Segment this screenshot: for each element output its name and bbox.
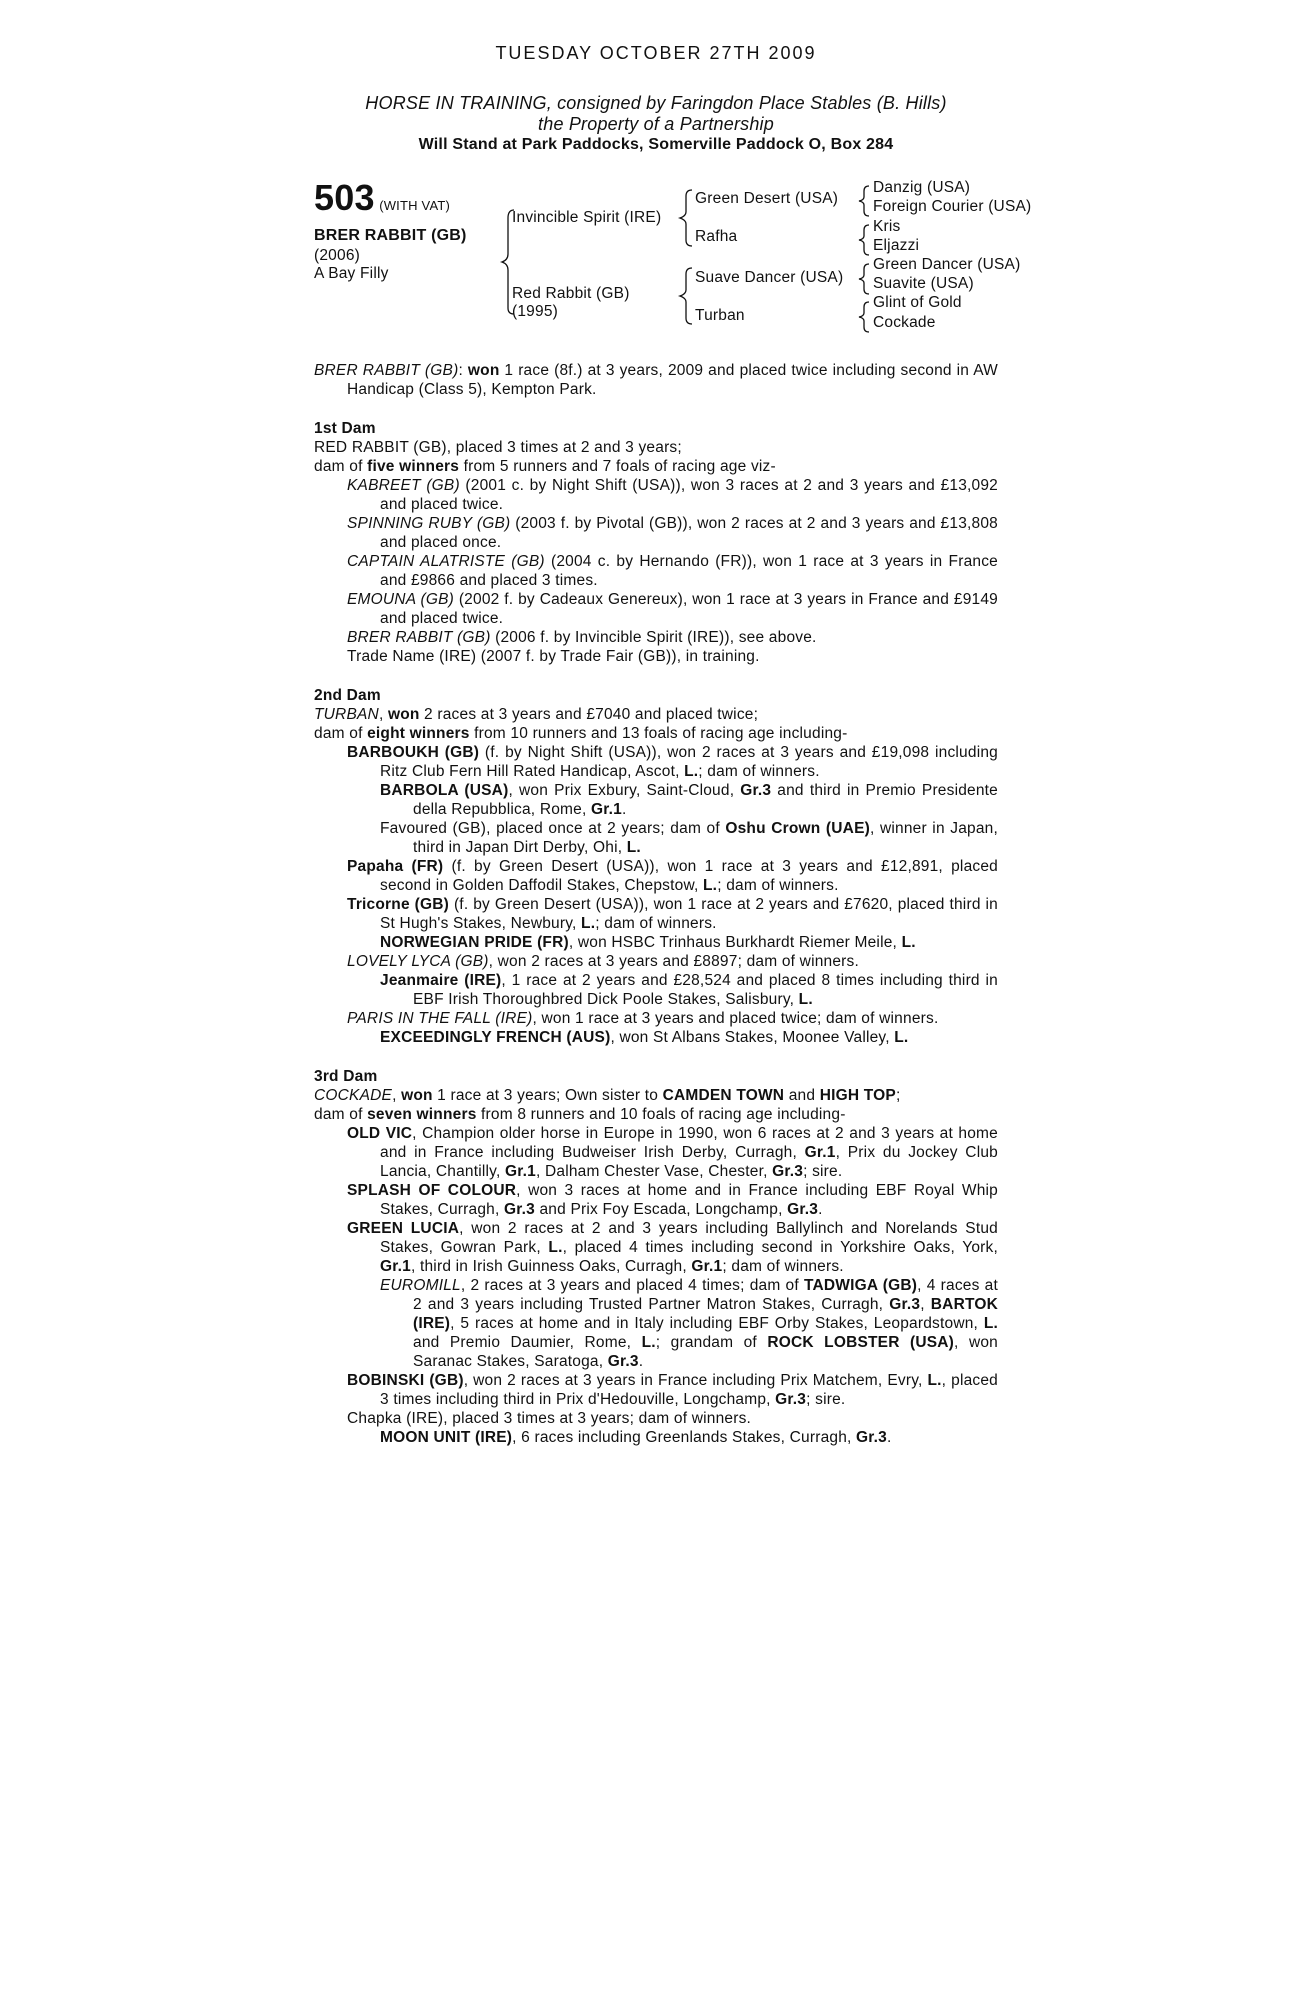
summary-won: won (467, 362, 500, 379)
horse-description: A Bay Filly (314, 265, 389, 282)
grandsire-5: Green Dancer (USA) (873, 256, 1021, 273)
produce-entry: BARBOLA (USA), won Prix Exbury, Saint-Cloud, Gr.3 and third in Premio Presidente della Repubblica, Rome, Gr.1. (380, 782, 999, 818)
produce-entry: EMOUNA (GB) (2002 f. by Cadeaux Genereux), won 1 race at 3 years in France and £9149 and placed twice. (347, 591, 998, 627)
produce-entry: SPLASH OF COLOUR, won 3 races at home and in France including EBF Royal Whip Stakes, Curragh, Gr.3 and Prix Foy Escada, Longchamp, Gr.3. (347, 1182, 999, 1218)
dam: Red Rabbit (GB) (512, 285, 630, 302)
produce-entry: PARIS IN THE FALL (IRE), won 1 race at 3 years and placed twice; dam of winners. (347, 1010, 939, 1027)
first-dam-heading: 1st Dam (314, 420, 376, 437)
produce-entry: LOVELY LYCA (GB), won 2 races at 3 years and £8897; dam of winners. (347, 953, 859, 970)
grandsire-2: Foreign Courier (USA) (873, 198, 1032, 215)
produce-entry: Tricorne (GB) (f. by Green Desert (USA)), won 1 race at 2 years and £7620, placed third in St Hugh's Stakes, Newbury, L.; dam of winners. (347, 896, 998, 932)
dam-sire: Suave Dancer (USA) (695, 269, 844, 286)
produce-entry: BOBINSKI (GB), won 2 races at 3 years in France including Prix Matchem, Evry, L., placed 3 times including third in Prix d'Hedouville, Longchamp, Gr.3; sire. (347, 1372, 998, 1408)
grandsire-6: Suavite (USA) (873, 275, 974, 292)
consignment-heading: HORSE IN TRAINING, consigned by Faringdon Place Stables (B. Hills) (365, 93, 947, 113)
first-dam-line: RED RABBIT (GB), placed 3 times at 2 and 3 years; (314, 439, 682, 456)
dam-year: (1995) (512, 303, 559, 320)
second-dam-heading: 2nd Dam (314, 687, 381, 704)
third-dam-line: COCKADE, won 1 race at 3 years; Own sister to CAMDEN TOWN and HIGH TOP; (314, 1087, 901, 1104)
pedigree-table (314, 177, 1032, 345)
produce-entry: SPINNING RUBY (GB) (2003 f. by Pivotal (GB)), won 2 races at 2 and 3 years and £13,808 and placed once. (347, 515, 998, 551)
second-dam-line: TURBAN, won 2 races at 3 years and £7040 and placed twice; (314, 706, 759, 723)
produce-entry: MOON UNIT (IRE), 6 races including Greenlands Stakes, Curragh, Gr.3. (380, 1429, 892, 1446)
summary-text: 1 race (8f.) at 3 years, 2009 and placed twice including second in AW Handicap (Class 5), Kempton Park. (347, 362, 999, 398)
produce-entry: Trade Name (IRE) (2007 f. by Trade Fair (GB)), in training. (347, 648, 760, 665)
lot-number: 503 (314, 177, 375, 218)
grandsire-4: Eljazzi (873, 237, 920, 254)
produce-entry: NORWEGIAN PRIDE (FR), won HSBC Trinhaus Burkhardt Riemer Meile, L. (380, 934, 916, 951)
sire-dam: Rafha (695, 228, 738, 245)
third-dam-heading: 3rd Dam (314, 1068, 378, 1085)
dam-dam: Turban (695, 307, 745, 324)
sale-date: TUESDAY OCTOBER 27TH 2009 (495, 43, 817, 63)
stand-location: Will Stand at Park Paddocks, Somerville Paddock O, Box 284 (418, 136, 894, 153)
produce-entry: EXCEEDINGLY FRENCH (AUS), won St Albans Stakes, Moonee Valley, L. (380, 1029, 909, 1046)
produce-entry: BRER RABBIT (GB) (2006 f. by Invincible Spirit (IRE)), see above. (347, 629, 817, 646)
third-dam-produce-line: dam of seven winners from 8 runners and 10 foals of racing age including- (314, 1106, 846, 1123)
grandsire-3: Kris (873, 218, 901, 235)
grandsire-7: Glint of Gold (873, 294, 962, 311)
first-dam-produce-line: dam of five winners from 5 runners and 7 foals of racing age viz- (314, 458, 776, 475)
produce-entry: CAPTAIN ALATRISTE (GB) (2004 c. by Hernando (FR)), won 1 race at 3 years in France and £9866 and placed 3 times. (347, 553, 998, 589)
produce-entry: OLD VIC, Champion older horse in Europe in 1990, won 6 races at 2 and 3 years at home and in France including Budweiser Irish Derby, Curragh, Gr.1, Prix du Jockey Club Lancia, Chantilly, Gr.1, Dalham Chester Vase, Chester, Gr.3; sire. (347, 1125, 998, 1180)
produce-entry: EUROMILL, 2 races at 3 years and placed 4 times; dam of TADWIGA (GB), 4 races at 2 and 3 years including Trusted Partner Matron Stakes, Curragh, Gr.3, BARTOK (IRE), 5 races at home and in Italy including EBF Orby Stakes, Leopardstown, L. and Premio Daumier, Rome, L.; grandam of ROCK LOBSTER (USA), won Saranac Stakes, Saratoga, Gr.3. (380, 1277, 999, 1370)
grandsire-1: Danzig (USA) (873, 179, 971, 196)
catalogue-page (314, 43, 1032, 1447)
summary-horse-name: BRER RABBIT (GB) (314, 362, 459, 379)
produce-entry: Chapka (IRE), placed 3 times at 3 years; dam of winners. (347, 1410, 752, 1427)
foaling-year: (2006) (314, 247, 361, 264)
sire: Invincible Spirit (IRE) (512, 209, 662, 226)
race-summary: BRER RABBIT (GB): won 1 race (8f.) at 3 years, 2009 and placed twice including second in AW Handicap (Class 5), Kempton Park. (314, 362, 999, 398)
sire-sire: Green Desert (USA) (695, 190, 839, 207)
produce-entry: Favoured (GB), placed once at 2 years; dam of Oshu Crown (UAE), winner in Japan, third in Japan Dirt Derby, Ohi, L. (380, 820, 998, 856)
horse-name: BRER RABBIT (GB) (314, 227, 467, 244)
produce-entry: GREEN LUCIA, won 2 races at 2 and 3 years including Ballylinch and Norelands Stud Stakes, Gowran Park, L., placed 4 times including second in Yorkshire Oaks, York, Gr.1, third in Irish Guinness Oaks, Curragh, Gr.1; dam of winners. (347, 1220, 998, 1275)
grandsire-8: Cockade (873, 314, 936, 331)
property-heading: the Property of a Partnership (538, 114, 774, 134)
produce-entry: BARBOUKH (GB) (f. by Night Shift (USA)), won 2 races at 3 years and £19,098 including Ritz Club Fern Hill Rated Handicap, Ascot, L.; dam of winners. (347, 744, 998, 780)
vat-note: (WITH VAT) (379, 198, 451, 213)
second-dam-produce-line: dam of eight winners from 10 runners and 13 foals of racing age including- (314, 725, 848, 742)
produce-entry: Papaha (FR) (f. by Green Desert (USA)), won 1 race at 3 years and £12,891, placed second in Golden Daffodil Stakes, Chepstow, L.; dam of winners. (347, 858, 998, 894)
produce-entry: Jeanmaire (IRE), 1 race at 2 years and £28,524 and placed 8 times including third in EBF Irish Thoroughbred Dick Poole Stakes, Salisbury, L. (380, 972, 998, 1008)
produce-entry: KABREET (GB) (2001 c. by Night Shift (USA)), won 3 races at 2 and 3 years and £13,092 and placed twice. (347, 477, 998, 513)
